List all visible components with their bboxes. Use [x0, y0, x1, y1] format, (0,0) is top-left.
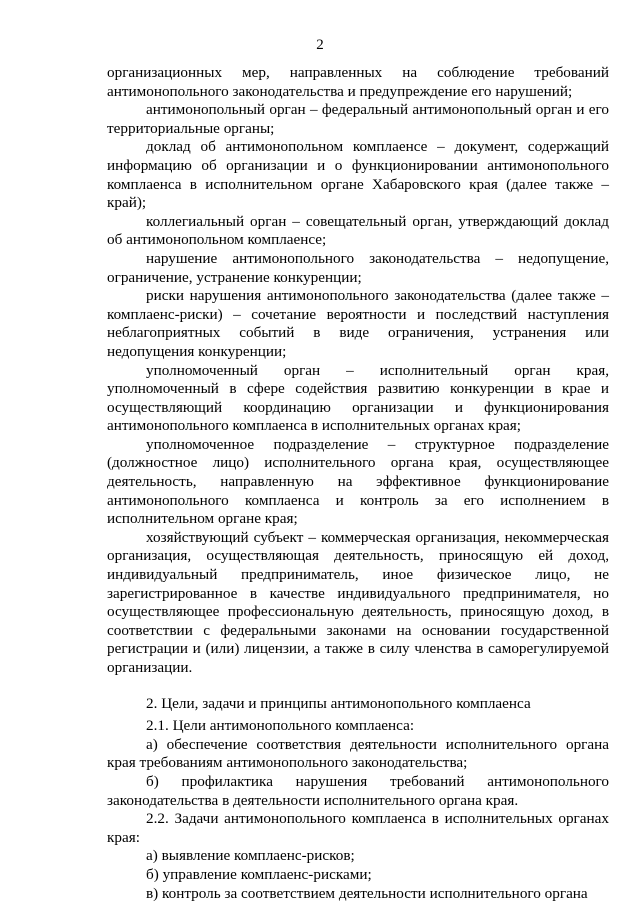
definition-violation: нарушение антимонопольного законодательства – недопущение, ограничение, устранение конкуренции;	[107, 249, 609, 286]
definition-authorized-body: уполномоченный орган – исполнительный орган края, уполномоченный в сфере содействия развитию конкуренции в крае и осуществляющий координацию организации и функционирования антимонопольного комплаенса в исполнительных органах края;	[107, 361, 609, 435]
tasks-heading: 2.2. Задачи антимонопольного комплаенса в исполнительных органах края:	[107, 810, 609, 846]
goal-item-b: б) профилактика нарушения требований антимонопольного законодательства в деятельности исполнительного органа края.	[107, 772, 609, 809]
definition-economic-entity: хозяйствующий субъект – коммерческая организация, некоммерческая организация, осуществляющая деятельность, приносящую ей доход, индивидуальный предприниматель, иное физическое лицо, не зарегистрированное в качестве индивидуального предпринимателя, но осуществляющее профессиональную деятельность, приносящую доход, в соответствии с федеральными законами на основании государственной регистрации и (или) лицензии, а также в силу членства в саморегулируемой организации.	[107, 528, 609, 676]
definition-antimonopoly-body: антимонопольный орган – федеральный антимонопольный орган и его территориальные органы;	[107, 101, 609, 137]
goal-item-a: а) обеспечение соответствия деятельности исполнительного органа края требованиям антимонопольного законодательства;	[107, 735, 609, 772]
task-item-b: б) управление комплаенс-рисками;	[146, 865, 372, 883]
section-heading: 2. Цели, задачи и принципы антимонопольного комплаенса	[146, 694, 531, 712]
paragraph-continuation: организационных мер, направленных на соблюдение требований антимонопольного законодательства и предупреждение его нарушений;	[107, 64, 609, 100]
task-item-c: в) контроль за соответствием деятельности исполнительного органа	[146, 884, 588, 902]
page-number: 2	[316, 37, 324, 53]
task-item-a: а) выявление комплаенс-рисков;	[146, 847, 355, 865]
definition-compliance-risks: риски нарушения антимонопольного законодательства (далее также – комплаенс-риски) – сочетание вероятности и последствий наступления неблагоприятных событий в виде ограничения, устранения или недопущения конкуренции;	[107, 287, 609, 360]
definition-compliance-report: доклад об антимонопольном комплаенсе – документ, содержащий информацию об организации и о функционировании антимонопольного комплаенса в исполнительном органе Хабаровского края (далее также – край);	[107, 138, 609, 212]
document-body	[107, 64, 609, 903]
definition-authorized-unit: уполномоченное подразделение – структурное подразделение (должностное лицо) исполнительного органа края, осуществляющее деятельность, направленную на эффективное функционирование антимонопольного комплаенса и контроль за его исполнением в исполнительном органе края;	[107, 435, 609, 528]
definition-collegial-body: коллегиальный орган – совещательный орган, утверждающий доклад об антимонопольном комплаенсе;	[107, 212, 609, 249]
goals-heading: 2.1. Цели антимонопольного комплаенса:	[146, 717, 415, 735]
